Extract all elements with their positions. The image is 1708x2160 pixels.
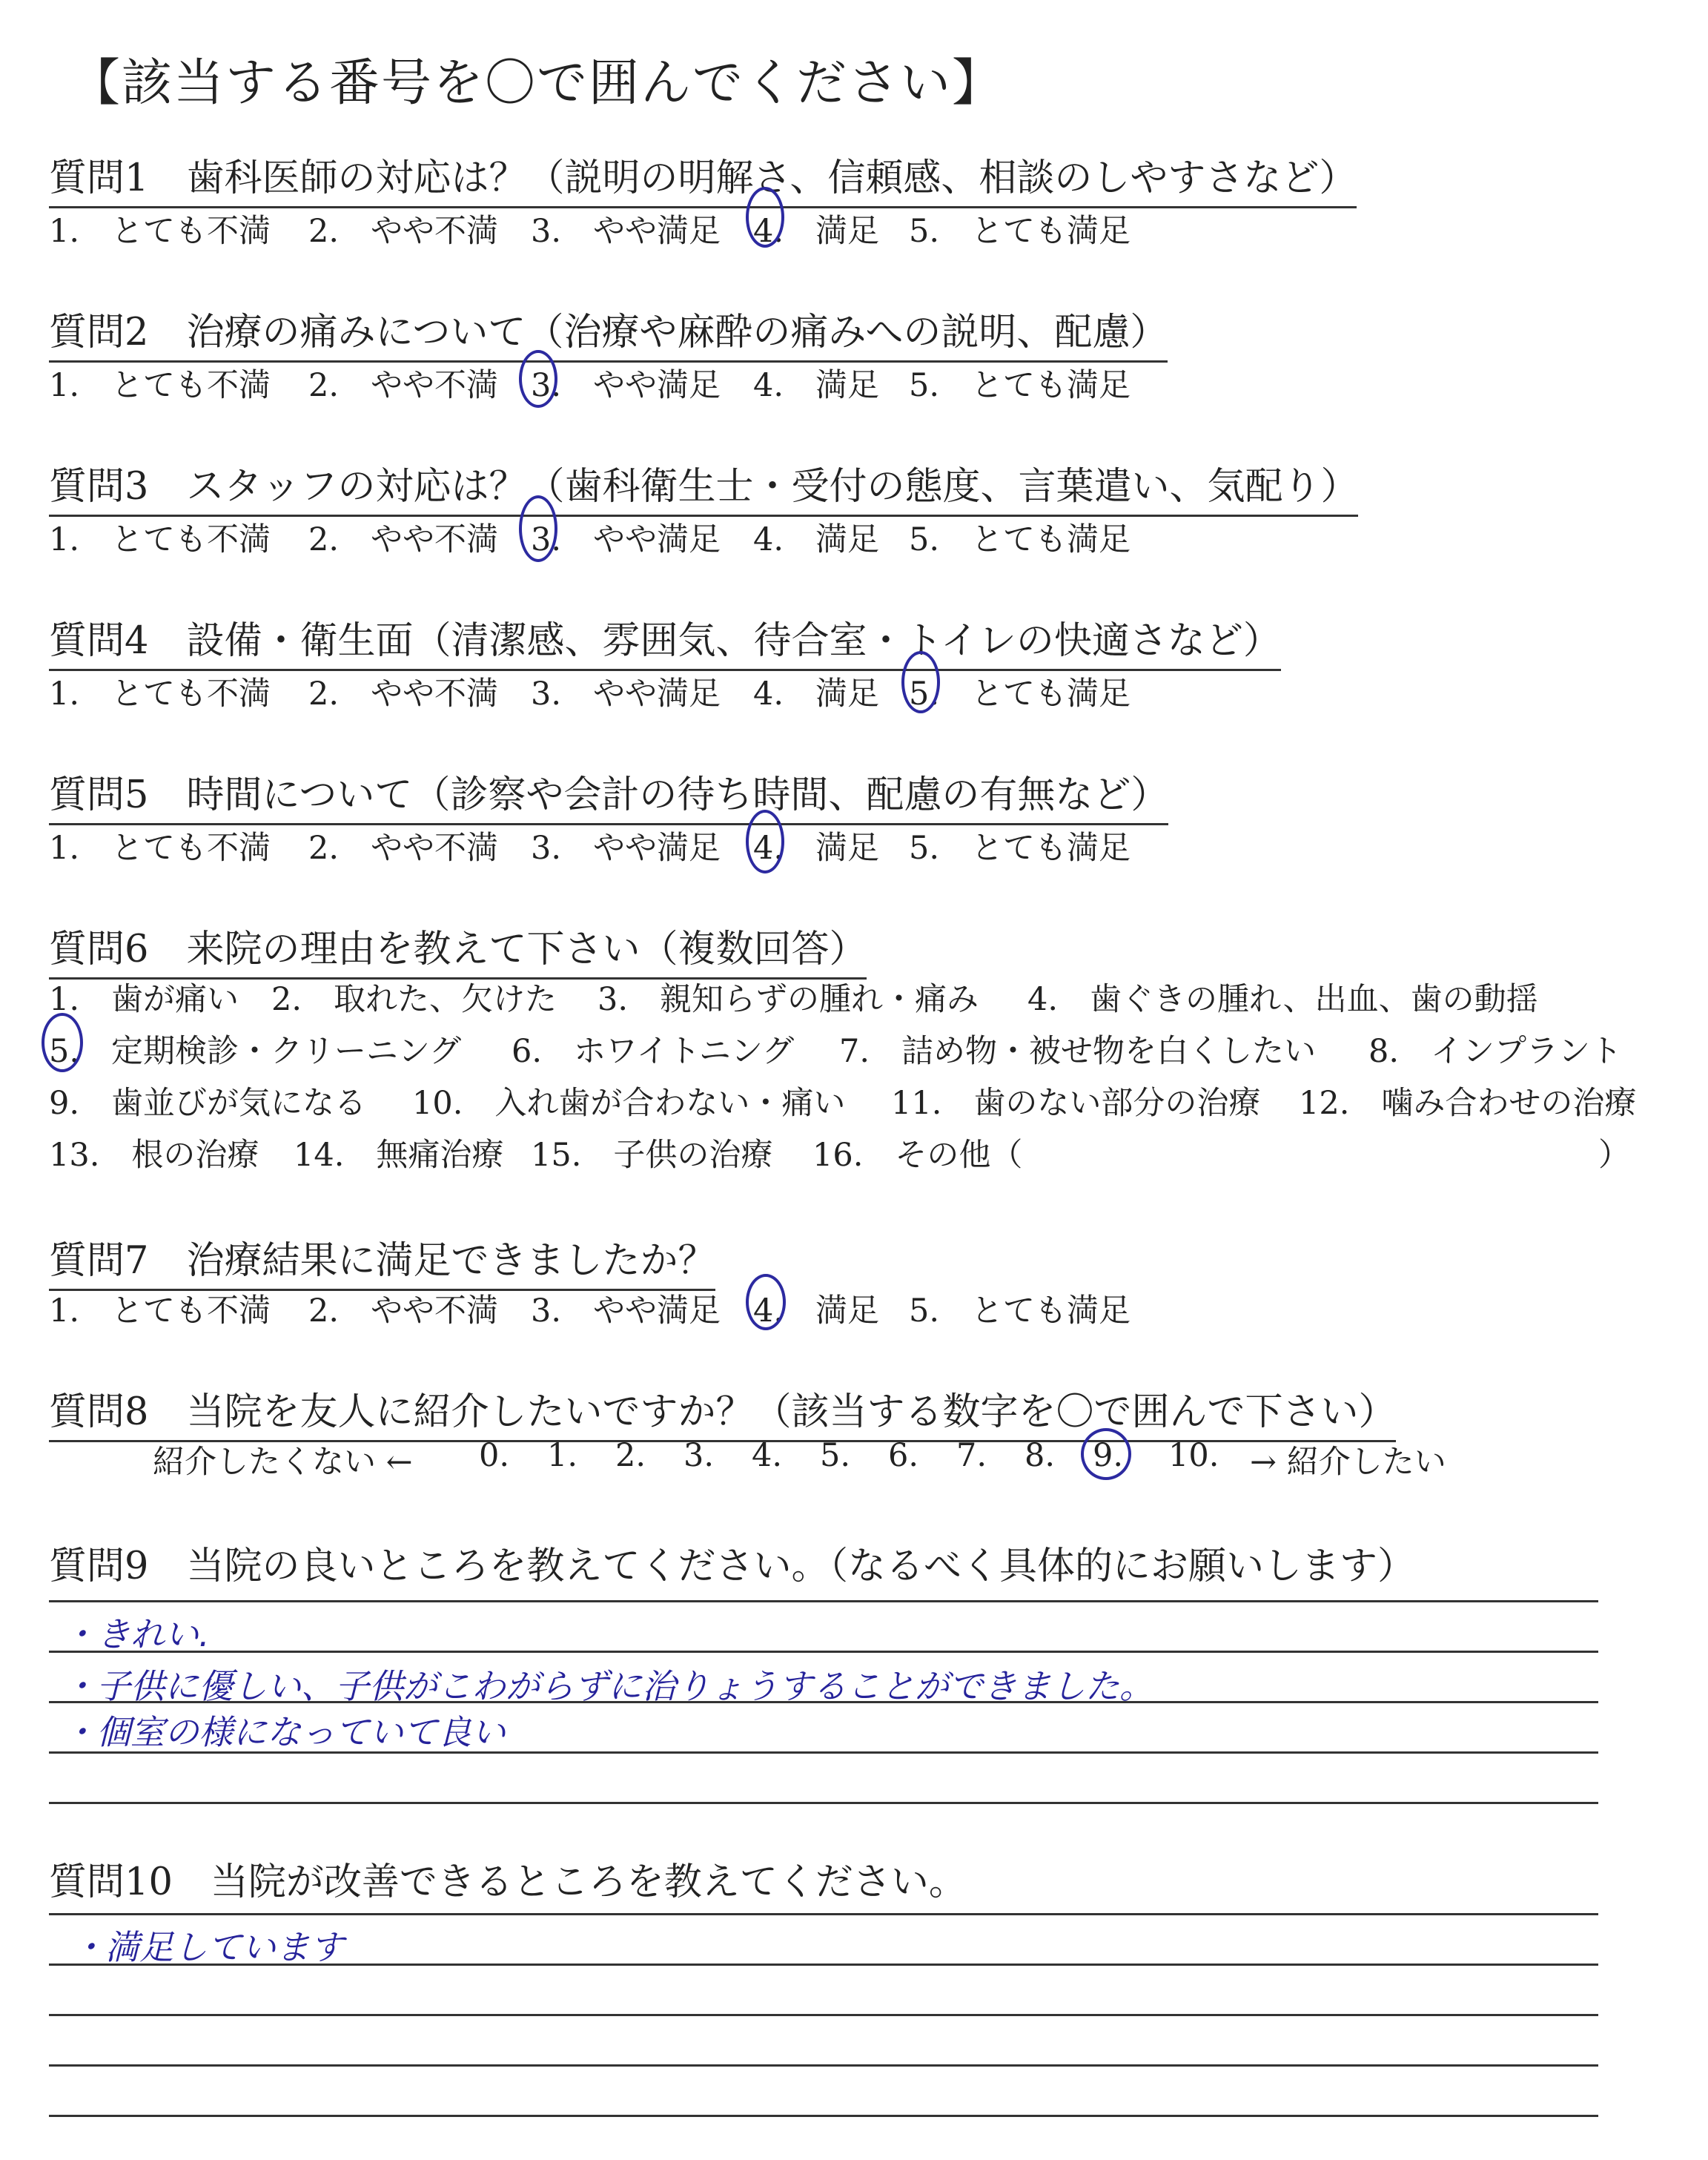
q10-answer-1: ・満足しています — [71, 1927, 344, 1967]
q7-option-1[interactable]: 1. とても不満 — [49, 1292, 271, 1330]
q2-selected-circle — [519, 350, 557, 408]
q10-answer-line-1 — [49, 1913, 1598, 1915]
q6-option-15[interactable]: 15. 子供の治療 — [531, 1137, 773, 1174]
q3-option-1[interactable]: 1. とても不満 — [49, 521, 271, 558]
q4-option-5[interactable]: 5. とても満足 — [909, 676, 1131, 713]
q8-selected-circle — [1081, 1428, 1131, 1480]
q1-selected-circle — [746, 187, 784, 248]
q6-option-8[interactable]: 8. インプラント — [1368, 1033, 1623, 1070]
question-3: 質問3 スタッフの対応は？（歯科衛生士・受付の態度、言葉遣い、気配り） — [49, 455, 1358, 517]
q9-answer-line-1 — [49, 1600, 1598, 1602]
q8-scale-1[interactable]: 1. — [547, 1437, 578, 1474]
q6-option-3[interactable]: 3. 親知らずの腫れ・痛み — [598, 981, 979, 1018]
q6-option-13[interactable]: 13. 根の治療 — [49, 1137, 259, 1174]
question-8: 質問8 当院を友人に紹介したいですか？（該当する数字を〇で囲んで下さい） — [49, 1381, 1396, 1442]
q10-answer-line-3 — [49, 2014, 1598, 2016]
q9-answer-line-5 — [49, 1802, 1598, 1804]
q4-selected-circle — [901, 651, 940, 713]
q6-option-2[interactable]: 2. 取れた、欠けた — [271, 981, 557, 1018]
q4-option-4[interactable]: 4. 満足 — [753, 676, 880, 713]
q7-selected-circle — [746, 1274, 786, 1330]
q5-option-1[interactable]: 1. とても不満 — [49, 830, 271, 867]
q3-option-3[interactable]: 3. やや満足 — [531, 521, 721, 558]
q8-scale-2[interactable]: 2. — [615, 1437, 646, 1474]
q1-option-4[interactable]: 4. 満足 — [753, 213, 880, 250]
q3-selected-circle — [519, 495, 557, 562]
q8-right-label: → 紹介したい — [1250, 1444, 1446, 1481]
form-instruction: 【該当する番号を〇で囲んでください】 — [70, 54, 1004, 113]
q4-option-2[interactable]: 2. やや不満 — [308, 676, 499, 713]
question-1: 質問1 歯科医師の対応は？（説明の明解さ、信頼感、相談のしやすさなど） — [49, 147, 1357, 208]
q8-scale-0[interactable]: 0. — [479, 1437, 510, 1474]
q2-option-3[interactable]: 3. やや満足 — [531, 367, 721, 404]
q6-option-5[interactable]: 5. 定期検診・クリーニング — [49, 1033, 462, 1070]
q6-option-10[interactable]: 10. 入れ歯が合わない・痛い — [412, 1085, 846, 1122]
q5-option-3[interactable]: 3. やや満足 — [531, 830, 721, 867]
q9-answer-line-2 — [49, 1651, 1598, 1653]
q6-option-6[interactable]: 6. ホワイトニング — [512, 1033, 795, 1070]
q6-option-9[interactable]: 9. 歯並びが気になる — [49, 1085, 367, 1122]
question-2: 質問2 治療の痛みについて（治療や麻酔の痛みへの説明、配慮） — [49, 301, 1168, 363]
q1-option-2[interactable]: 2. やや不満 — [308, 213, 499, 250]
q8-scale-4[interactable]: 4. — [752, 1437, 783, 1474]
q6-option-4[interactable]: 4. 歯ぐきの腫れ、出血、歯の動揺 — [1027, 981, 1538, 1018]
q6-option-14[interactable]: 14. 無痛治療 — [294, 1137, 504, 1174]
question-10: 質問10 当院が改善できるところを教えてください。 — [49, 1860, 967, 1904]
q10-answer-line-5 — [49, 2115, 1598, 2117]
q5-selected-circle — [746, 810, 784, 873]
q3-option-4[interactable]: 4. 満足 — [753, 521, 880, 558]
q6-option-12[interactable]: 12. 噛み合わせの治療 — [1299, 1085, 1637, 1122]
q9-answer-1: ・きれい. — [62, 1614, 210, 1654]
question-5: 質問5 時間について（診察や会計の待ち時間、配慮の有無など） — [49, 764, 1168, 825]
q8-left-label: 紹介したくない ← — [153, 1444, 413, 1481]
question-9: 質問9 当院の良いところを教えてください。（なるべく具体的にお願いします） — [49, 1545, 1415, 1588]
q3-option-2[interactable]: 2. やや不満 — [308, 521, 499, 558]
q6-option-1[interactable]: 1. 歯が痛い — [49, 981, 239, 1018]
question-7: 質問7 治療結果に満足できましたか？ — [49, 1229, 715, 1291]
q8-scale-3[interactable]: 3. — [683, 1437, 715, 1474]
question-4: 質問4 設備・衛生面（清潔感、雰囲気、待合室・トイレの快適さなど） — [49, 610, 1281, 671]
q7-option-2[interactable]: 2. やや不満 — [308, 1292, 499, 1330]
q2-option-2[interactable]: 2. やや不満 — [308, 367, 499, 404]
q6-other-close-paren: ） — [1598, 1137, 1630, 1174]
q8-scale-7[interactable]: 7. — [956, 1437, 987, 1474]
q9-answer-3: ・個室の様になっていて良い — [62, 1712, 506, 1752]
q2-option-1[interactable]: 1. とても不満 — [49, 367, 271, 404]
q8-scale-8[interactable]: 8. — [1025, 1437, 1056, 1474]
q2-option-4[interactable]: 4. 満足 — [753, 367, 880, 404]
q5-option-2[interactable]: 2. やや不満 — [308, 830, 499, 867]
q5-option-4[interactable]: 4. 満足 — [753, 830, 880, 867]
q8-scale-10[interactable]: 10. — [1168, 1437, 1219, 1474]
q6-option-16[interactable]: 16. その他（ — [812, 1137, 1023, 1174]
q2-option-5[interactable]: 5. とても満足 — [909, 367, 1131, 404]
q7-option-4[interactable]: 4. 満足 — [753, 1292, 880, 1330]
q1-option-3[interactable]: 3. やや満足 — [531, 213, 721, 250]
q8-scale-5[interactable]: 5. — [820, 1437, 851, 1474]
q5-option-5[interactable]: 5. とても満足 — [909, 830, 1131, 867]
q7-option-3[interactable]: 3. やや満足 — [531, 1292, 721, 1330]
q6-option-11[interactable]: 11. 歯のない部分の治療 — [891, 1085, 1261, 1122]
q4-option-3[interactable]: 3. やや満足 — [531, 676, 721, 713]
q1-option-1[interactable]: 1. とても不満 — [49, 213, 271, 250]
question-6: 質問6 来院の理由を教えて下さい（複数回答） — [49, 918, 867, 980]
q9-answer-2: ・子供に優しい、子供がこわがらずに治りょうすることができました。 — [62, 1666, 1153, 1706]
q1-option-5[interactable]: 5. とても満足 — [909, 213, 1131, 250]
q8-scale-9[interactable]: 9. — [1093, 1437, 1124, 1474]
q6-selected-circle — [42, 1013, 83, 1072]
q3-option-5[interactable]: 5. とても満足 — [909, 521, 1131, 558]
q7-option-5[interactable]: 5. とても満足 — [909, 1292, 1131, 1330]
q10-answer-line-4 — [49, 2064, 1598, 2067]
q4-option-1[interactable]: 1. とても不満 — [49, 676, 271, 713]
q8-scale-6[interactable]: 6. — [888, 1437, 919, 1474]
q6-option-7[interactable]: 7. 詰め物・被せ物を白くしたい — [839, 1033, 1317, 1070]
